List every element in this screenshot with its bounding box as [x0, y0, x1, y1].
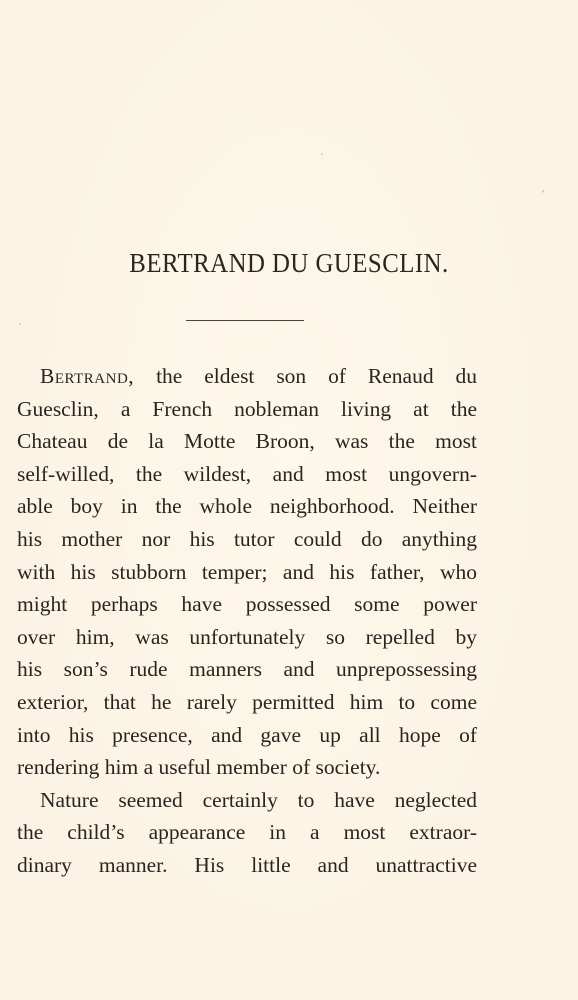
- chapter-title: BERTRAND DU GUESCLIN.: [129, 248, 449, 278]
- text-line: his mother nor his tutor could do anything: [17, 526, 477, 551]
- text-line: Nature seemed certainly to have neglected: [40, 787, 477, 812]
- text-line: self-willed, the wildest, and most ungovern-: [17, 461, 477, 486]
- text-line: might perhaps have possessed some power: [17, 592, 477, 617]
- text-line: dinary manner. His little and unattractive: [17, 852, 477, 877]
- text-line: his son’s rude manners and unprepossessing: [17, 657, 477, 682]
- text-line: Bertrand, the eldest son of Renaud du: [40, 364, 478, 388]
- text-line: rendering him a useful member of society.: [17, 755, 381, 780]
- text-line: exterior, that he rarely permitted him to come: [17, 689, 477, 714]
- page-speck: ‘: [541, 188, 545, 201]
- text-line: the child’s appearance in a most extraor-: [17, 820, 477, 845]
- text-line: Guesclin, a French nobleman living at the: [17, 396, 477, 421]
- page-speck: ·: [320, 148, 324, 161]
- text-line: over him, was unfortunately so repelled by: [17, 624, 477, 649]
- page-speck: ·: [18, 318, 22, 331]
- text-line: Chateau de la Motte Broon, was the most: [17, 429, 477, 454]
- body-text: [17, 360, 477, 882]
- title-divider: [186, 320, 304, 321]
- text-line: able boy in the whole neighborhood. Neither: [17, 494, 477, 519]
- lead-word: Bertrand,: [40, 364, 135, 388]
- text-line: into his presence, and gave up all hope of: [17, 722, 477, 747]
- text-line: with his stubborn temper; and his father, who: [17, 559, 477, 584]
